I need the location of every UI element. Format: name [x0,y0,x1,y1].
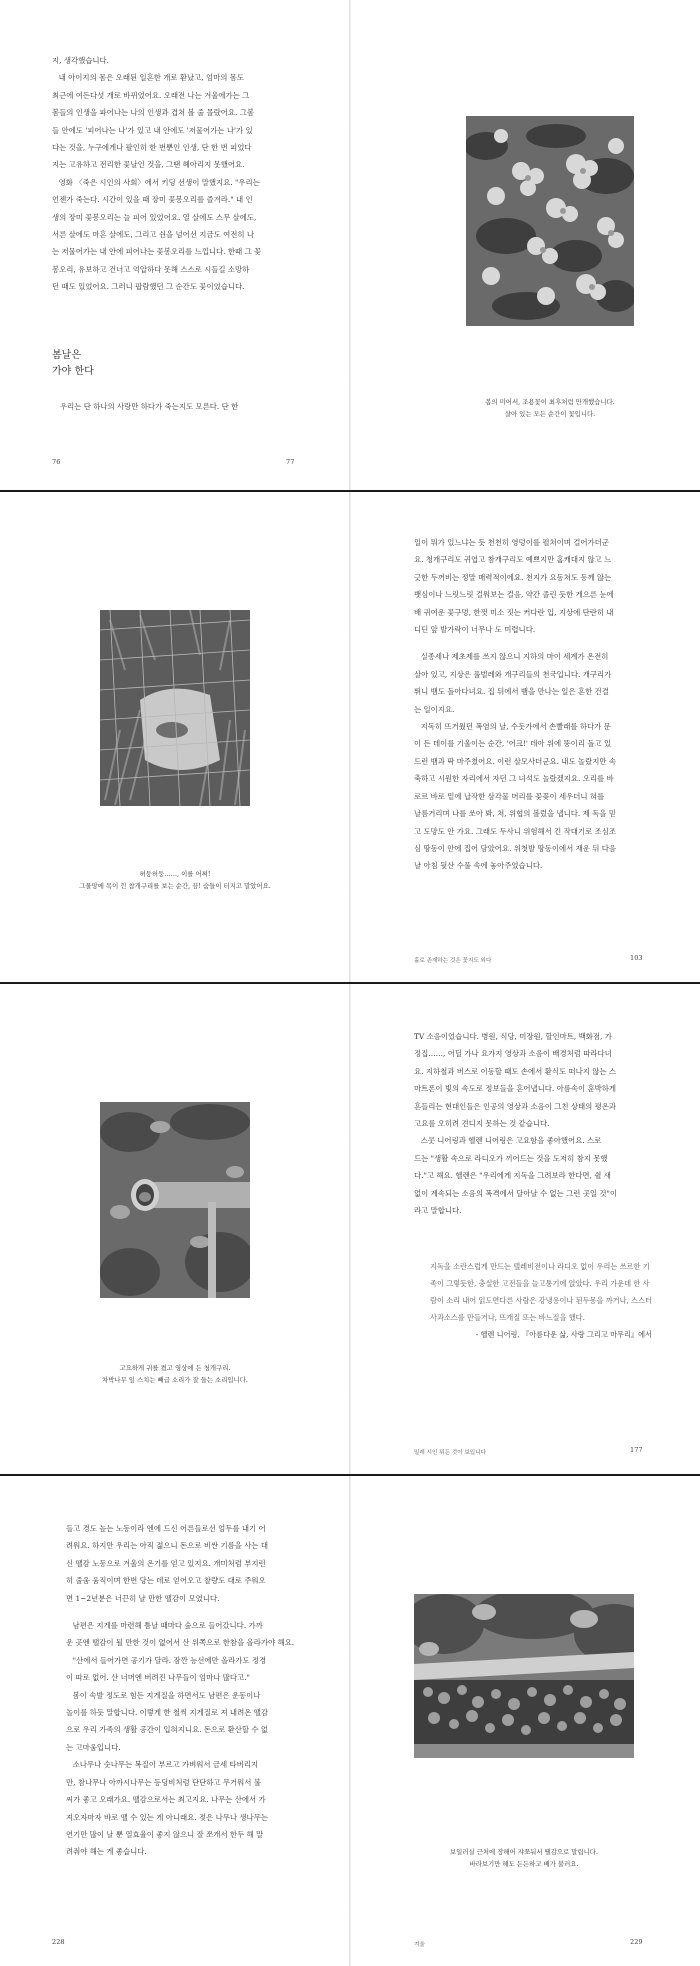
text-lines [66,1520,316,1861]
text-line: 놀이를 하듯 말합니다. 이렇게 한 철씩 지게질로 져 내려온 땔감 [66,1708,268,1718]
heading-line-1: 봄날은 [52,350,81,361]
caption-line-1: 고요하게 귀를 켰고 영상에 든 청개구리. [119,1364,231,1372]
text-line: 소나무나 숫나무는 복질이 부르고 가벼워서 금세 타버리지 [72,1760,259,1770]
text-line: 운 곳엔 땔감이 될 만한 것이 없어서 산 위쪽으로 한참을 올라가야 해요. [66,1638,295,1648]
text-line: 최근에 여든다섯 개로 바뀌었어요. 오래전 나는 겨울에가는 그 [52,90,250,100]
book-spread-4 [0,1476,700,1966]
text-line: 들고 경도 높는 노동이라 엔에 드신 어른들로선 엄두를 내기 어 [66,1524,266,1533]
text-line: 소스를 만들거나, 뜨개질 또는 바느질을 했다. [443,1313,585,1322]
text-line: 실종세나 제초제를 쓰지 않으니 지하의 마이 세계가 온전히 [420,652,609,662]
text-line: 다른 사람은 강냉용이나 된두몽을 까거나, 스스터 사과 [430,1296,652,1322]
heading-line-2: 가야 한다 [52,366,94,377]
text-line: 지는 고유하고 전리한 꽃날인 것을, 그땐 헤아리지 못했어요. [52,160,245,170]
page-number-left: 228 [52,1938,65,1946]
text-line: 긋한 두꺼비는 정말 매력적이에요. 천지가 요동쳐도 동께 않는 [414,572,612,582]
block-quote [430,1258,652,1343]
text-line: 내 아이지의 몸은 오래된 일흔한 개로 환났고, 엄마의 몸도 [58,73,245,83]
book-spread-3 [0,984,700,1474]
text-line: 던 때도 있었어요. 그러니 팝람했던 그 순간도 꽃이었습니다. [52,282,245,292]
text-line: 서른 살에도 마흔 살에도, 그리고 쉰을 넘어선 지금도 여전히 나 [52,230,254,240]
text-line: 통기에 앉았다. 우리 가운데 한 사람이 소리 내어 읽도면 [430,1279,650,1305]
body-text [66,1520,316,1861]
text-line: 다는 것을, 누구에게나 팔인히 한 번뿐인 인생, 단 한 번 피었다 [52,143,252,153]
gutter [349,1476,351,1966]
caption-line-2: 차박나무 잎 스치는 빼급 소리가 잘 들는 소리입니다. [102,1376,248,1384]
photo-caption [440,396,660,420]
text-line: 뱃심이나 느릿느릿 걸워보는 걸음, 약간 졸린 듯한 게으른 눈에 [414,590,614,600]
text-line: 고 도망도 안 가요. 그래도 두사니 위험해서 긴 작대기로 조심조 [414,826,616,836]
text-line: 언젠가 죽는다. 시간이 있을 때 장미 꽃봉오리를 즐겨라." 내 인 [52,195,253,205]
text-line: 는 저물어가는 내 안에 피어나는 꽃봉오리를 느낍니다. 한때 그 꽃 [52,247,262,257]
quote-lines [430,1258,652,1326]
section-heading [52,348,94,380]
text-line: TV 소음이었습니다. 병원, 식당, 미장원, 할인마트, 백화점, 가 [414,1032,612,1041]
text-line: 져오자마자 바로 땔 수 있는 게 아니래요. 젖은 나무나 생나무는 [66,1812,268,1822]
text-lines [414,534,654,875]
text-line: 면 1~2년분은 너끈히 날 만한 땔감이 모였니다. [66,1593,220,1603]
text-line: 뛰니 뱀도 돌아다녀요. 집 뒤에서 뱀을 만나는 일은 흔한 건결 [414,687,609,697]
photo-caption [414,1846,634,1870]
body-text-bottom [60,398,322,415]
photo-frog-in-pipe [100,1102,250,1298]
text-line: 남편은 지게를 마련해 틈날 때마다 숲으로 들어갔니다. 가까 [72,1621,263,1631]
text-line: 축하고 시원한 자리에서 자던 그 녀석도 놀랐겠지요. 오리를 바 [414,774,614,784]
text-line: 고요를 오히려 견디지 못하는 것 같습니다. [414,1119,550,1129]
text-line: 드런 뱀과 딱 마주쳤어요. 이런 살모사더군요. 내도 놀랐지만 속 [414,756,616,766]
text-line: 심 땅동이 안에 집어 담았어요. 위첫발 땅동이에서 재운 뒤 다음 [414,843,616,853]
gutter [349,492,351,982]
text-line: 는 고마움입니다. [66,1742,121,1752]
text-line: 씨가 좋고 오래가요. 땔감으로서는 최고지요. 나무는 산에서 가 [66,1795,266,1805]
text-line: 히 줄움 움직이며 한번 당는 데로 얻어오고 찰량도 대로 주워오 [66,1576,266,1586]
text-line: 려줘야 해는 게 좋습니다. [66,1847,147,1857]
text-line: 봉오리, 유보하고 건너고 억압하다 못해 스스로 시들길 소망하 [52,264,250,274]
text-line: 정집……, 어딜 가나 요가지 영상과 소음이 배경처럼 따라다녀 [414,1049,612,1059]
text-line: 날름거리며 나를 쏘아 봐, 쳐, 위협의 볼렀을 냅니다. 제 독을 믿 [414,809,616,819]
text-line: 봄들의 인생을 파어나는 나의 인생과 겹쳐 볼 줄 몰랐어요. 그봄 [52,108,254,118]
text-line: 요. 지하철과 버스로 이동할 때도 손에서 환식도 떠나지 않는 스 [414,1066,616,1076]
book-spread-2 [0,492,700,982]
page-number-right: 177 [630,1446,643,1454]
text-line: 다."고 해요. 헬렌은 "우리에게 지독을 그려보라 한다면, 쉴 새 [414,1171,611,1181]
paragraph-gap [414,638,654,648]
book-spread-1 [0,0,700,490]
text-line: 이 따로 없어. 산 너머엔 버려진 나무들이 엄마나 많다고." [66,1673,250,1683]
text-line: 없이 계속되는 소음의 폭격에서 달아날 수 없는 그런 곳일 것"이 [414,1188,618,1198]
text-lines [52,52,320,296]
text-line: 으로 우리 가족의 생활 공간이 입혀지니요. 돈으로 환산할 수 없 [66,1725,268,1735]
text-line: 지독히 뜨거웠던 폭염의 날, 수돗가에서 손빨래를 하다가 문 [420,722,611,732]
text-line: 생의 장미 꽃봉오리는 늘 피어 있었어요. 열 살에도 스무 살에도, [52,212,257,222]
caption-line-2: 살아 있는 모든 순간이 꽃입니다. [504,410,596,418]
text-line: 배 귀여운 꽃구멍, 한껏 미소 짓는 커다란 입, 지상에 단란히 내 [414,607,614,617]
text-line: 요. 청개구리도 귀엽고 참개구리도 예쁘지만 홈캐대지 않고 느 [414,555,612,565]
caption-line-2: 바라보기만 해도 든든하고 배가 불러요. [469,1860,579,1868]
photo-flowers [466,116,634,326]
text-line: 리는 쓰르한 기족이 그렇듯한, 충실한 고전들을 늘고 [430,1262,650,1288]
text-line: "산에서 들어가면 공기가 달라. 잠깐 능선에만 올라가도 정경 [72,1655,267,1665]
text-line: 는 일이지요. [414,704,455,714]
text-line: 우리는 단 하나의 사랑만 하다가 죽는지도 모른다. 단 한 [60,402,239,411]
gutter [349,984,351,1474]
text-line: 연기만 많이 날 뿐 열효율이 좋지 않으니 잘 쪼개서 한두 해 말 [66,1829,264,1839]
page-number-right: 103 [630,954,643,962]
text-line: 만, 참나무나 아까시나무는 등딩비처럼 단단하고 무거워서 불 [66,1777,261,1787]
text-line: 날 아침 뒷산 수풀 속에 놓아주었습니다. [414,861,543,871]
text-line: 지, 생각했습니다. [52,56,110,65]
text-line: 일이 뭐가 있느냐는 듯 천천히 영덩이를 펼쳐이며 걸어가더군 [414,538,609,547]
text-line: 영화 〈죽은 시인의 사회〉에서 키딩 선생이 말했지요. "우리는 [58,177,260,187]
caption-line-1: 허둥허둥……, 이를 어쩌! [139,870,211,878]
page-number-right: 77 [286,458,295,466]
text-line: 이 든 데이를 기울이는 순간, '어크!' 데아 위에 뚱이리 돌고 있 [414,739,612,749]
text-line: 신 땔감 노동으로 겨울의 온기를 얻고 있지요. 개미처럼 부지런 [66,1558,266,1568]
text-line: 지독을 소란스럽게 만드는 텔레비전이나 라디오 없이 우 [430,1262,604,1271]
text-line: 로르 바로 밑에 납작한 삼각물 머리를 꽃꽂이 세우더니 혀를 [414,791,605,801]
page-number-left: 76 [52,458,61,466]
body-text [414,1028,654,1219]
text-line: 드는 "생활 속으로 라디오가 끼어드는 것을 도저히 참지 못했 [414,1153,608,1163]
gutter [349,0,351,490]
text-line: 살아 있고, 지상은 풀벌레와 개구리들의 천국입니다. 개구리가 [414,669,612,679]
caption-line-1: 보일러실 근처에 장해어 쟈쪼둬서 땔감으로 말립니다. [449,1848,598,1856]
text-lines [414,1028,654,1219]
text-line: 흔들리는 현대인들은 인공의 영상과 소음이 그친 상태의 평온과 [414,1101,617,1111]
caption-line-1: 봄의 미어서, 조용꽃이 최후처럼 만개했습니다. [485,398,615,406]
text-line: 봄이 속발 정도로 힘든 지게질을 하면서도 남편은 운동이나 [72,1690,261,1700]
text-line: 마트폰이 빛의 속도로 정보들을 흔어냅니다. 아름속이 훈박하게 [414,1084,617,1094]
body-text-top [52,52,320,296]
quote-source: - 헬렌 니어링, 『아름다운 삶, 사랑 그리고 마무리』에서 [475,1330,652,1339]
text-line: 디딘 앞 발가락이 너무나 도 미렵니다. [414,625,536,635]
photo-caption [60,1362,290,1386]
text-line: 려워요. 하지만 우리는 아직 젊으니 돈으로 비싼 기름을 사는 대 [66,1541,268,1551]
body-text [414,534,654,875]
text-line: 라고 말합니다. [414,1206,462,1216]
running-head: 홀로 존재하는 것은 꽃지도 외다 [414,958,492,964]
paragraph-gap [66,1607,316,1617]
page-number-right: 229 [630,1938,643,1946]
photo-frog-in-net [100,610,250,806]
text-line: 스콧 니어링과 헬렌 니어링은 고요함을 좋아했어요. 스로 [420,1136,602,1146]
photo-woodpile [414,1594,634,1758]
text-line: 들 안에도 '피어나는 나'가 있고 내 안에도 '저물어가는 나'가 있 [52,125,253,135]
running-head: 밀레 시인 뭐든 것이 보입니다 [414,1450,486,1456]
caption-line-2: 그물망에 목이 낀 참개구리를 보는 순간, 끔! 숨들이 터지고 말았어요. [79,882,271,890]
running-head: 겨울 [414,1942,425,1948]
photo-caption [60,868,290,892]
